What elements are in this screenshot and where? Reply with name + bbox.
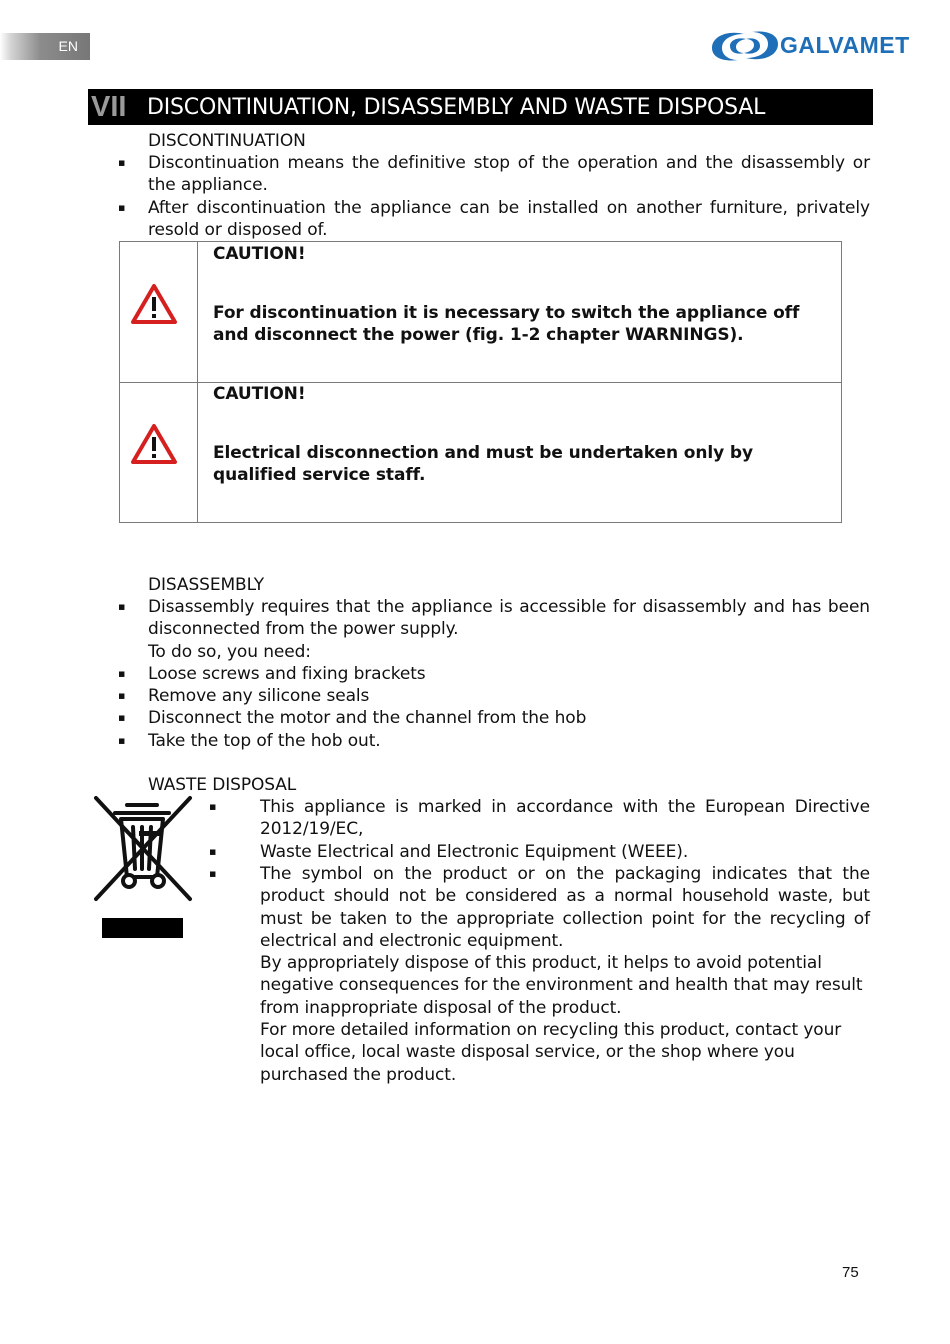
bullet-marker: ▪ (118, 711, 126, 724)
disassembly-step-4: Take the top of the hob out. (148, 731, 381, 751)
crossed-out-bin-icon (93, 795, 193, 905)
caution-text-2: Electrical disconnection and must be undertaken only by qualified service staff. (213, 443, 753, 486)
waste-paragraph-1: By appropriately dispose of this product, it helps to avoid potential negative consequences for the environment and health that may result from inappropriate disposal of the product. (260, 953, 863, 1018)
disassembly-step-2: Remove any silicone seals (148, 686, 370, 706)
warning-triangle-icon (130, 422, 178, 466)
bullet-marker: ▪ (118, 734, 126, 747)
waste-bullet-2: Waste Electrical and Electronic Equipment (WEEE). (260, 842, 689, 862)
warning-triangle-icon (130, 282, 178, 326)
bullet-marker: ▪ (118, 689, 126, 702)
section-title-bar (88, 89, 873, 125)
section-title: DISCONTINUATION, DISASSEMBLY AND WASTE DISPOSAL (147, 95, 766, 120)
bullet-marker: ▪ (118, 156, 126, 169)
page-number: 75 (842, 1264, 859, 1281)
caution-table (119, 241, 842, 523)
disassembly-heading: DISASSEMBLY (148, 575, 264, 595)
discontinuation-bullet-1: Discontinuation means the definitive stop of the operation and the disassembly or the appliance. (148, 153, 870, 196)
caution-title-1: CAUTION! (213, 244, 306, 264)
bullet-marker: ▪ (118, 201, 126, 214)
disassembly-step-1: Loose screws and fixing brackets (148, 664, 426, 684)
discontinuation-bullet-2: After discontinuation the appliance can be installed on another furniture, privately resold or disposed of. (148, 198, 870, 241)
bullet-marker: ▪ (209, 845, 217, 858)
waste-paragraph-2: For more detailed information on recycling this product, contact your local office, local waste disposal service, or the shop where you purchased the product. (260, 1020, 842, 1085)
disassembly-step-3: Disconnect the motor and the channel from the hob (148, 708, 587, 728)
language-tab: EN (0, 33, 90, 60)
waste-bullet-1: This appliance is marked in accordance with the European Directive 2012/19/EC, (260, 797, 870, 840)
waste-bullet-3: The symbol on the product or on the packaging indicates that the product should not be considered as a normal household waste, but must be taken to the appropriate collection point for the recycling of electrical and electronic equipment. (260, 864, 870, 951)
bullet-marker: ▪ (118, 667, 126, 680)
weee-black-bar (102, 918, 183, 938)
waste-disposal-heading: WASTE DISPOSAL (148, 775, 297, 795)
bullet-marker: ▪ (118, 600, 126, 613)
caution-text-1: For discontinuation it is necessary to switch the appliance off and disconnect the power (fig. 1-2 chapter WARNINGS). (213, 303, 800, 346)
brand-name: GALVAMET (780, 32, 910, 58)
section-number: VII (91, 91, 127, 123)
discontinuation-heading: DISCONTINUATION (148, 131, 306, 151)
caution-title-2: CAUTION! (213, 384, 306, 404)
bullet-marker: ▪ (209, 867, 217, 880)
disassembly-need-text: To do so, you need: (148, 642, 311, 662)
bullet-marker: ▪ (209, 800, 217, 813)
disassembly-intro: Disassembly requires that the appliance is accessible for disassembly and has been disconnected from the power supply. (148, 597, 870, 640)
